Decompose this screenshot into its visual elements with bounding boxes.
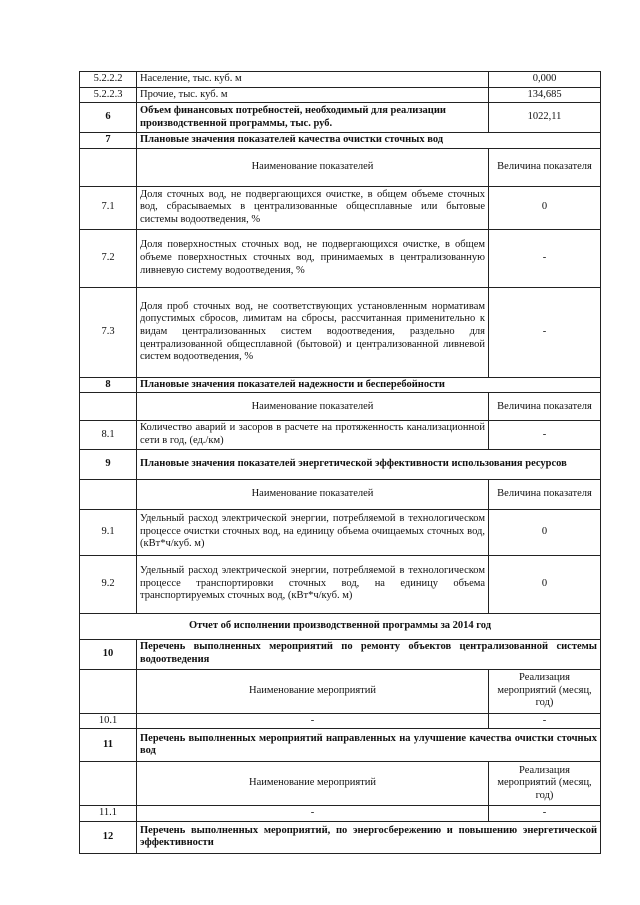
- section-7-header: [80, 133, 601, 149]
- table-row: [80, 287, 601, 377]
- section-title: Плановые значения показателей надежности и бесперебойности: [137, 377, 601, 393]
- column-header-row: [80, 479, 601, 509]
- table-row: [80, 509, 601, 555]
- column-header-row: [80, 669, 601, 713]
- section-8-header: [80, 377, 601, 393]
- column-header-value: Величина показателя: [489, 393, 601, 421]
- column-header-name: Наименование показателей: [137, 479, 489, 509]
- section-6-row: [80, 103, 601, 133]
- section-number: 12: [80, 821, 137, 853]
- section-number: 10: [80, 639, 137, 669]
- column-header-name: Наименование мероприятий: [137, 669, 489, 713]
- row-number: 9.2: [80, 555, 137, 613]
- section-9-header: [80, 449, 601, 479]
- row-name: -: [137, 713, 489, 729]
- row-value: -: [489, 229, 601, 287]
- column-header-value: Реализация мероприятий (месяц, год): [489, 762, 601, 806]
- row-value: 0: [489, 186, 601, 229]
- table-row: [80, 806, 601, 822]
- section-title: Перечень выполненных мероприятий по ремонту объектов централизованной системы водоотведения: [137, 639, 601, 669]
- row-name: Количество аварий и засоров в расчете на протяженность канализационной сети в год, (ед./км): [137, 421, 489, 449]
- row-value: 0: [489, 509, 601, 555]
- section-title: Перечень выполненных мероприятий направленных на улучшение качества очистки сточных вод: [137, 729, 601, 762]
- row-number: 11.1: [80, 806, 137, 822]
- column-header-row: [80, 762, 601, 806]
- row-value: -: [489, 421, 601, 449]
- table-row: [80, 87, 601, 103]
- section-10-header: [80, 639, 601, 669]
- row-value: 134,685: [489, 87, 601, 103]
- row-name: Население, тыс. куб. м: [137, 72, 489, 88]
- column-header-value: Величина показателя: [489, 479, 601, 509]
- section-title: Объем финансовых потребностей, необходимый для реализации производственной программы, тыс. руб.: [137, 103, 489, 133]
- section-12-header: [80, 821, 601, 853]
- row-number: 7.2: [80, 229, 137, 287]
- section-11-header: [80, 729, 601, 762]
- section-title: Плановые значения показателей энергетической эффективности использования ресурсов: [137, 449, 601, 479]
- report-title-row: [80, 613, 601, 639]
- row-value: -: [489, 713, 601, 729]
- table-row: [80, 555, 601, 613]
- column-header-value: Величина показателя: [489, 148, 601, 186]
- column-header-row: [80, 148, 601, 186]
- table-row: [80, 421, 601, 449]
- column-header-name: Наименование показателей: [137, 393, 489, 421]
- row-name: Доля поверхностных сточных вод, не подвергающихся очистке, в общем объеме поверхностных сточных вод, принимаемых в централизованную ливневую систему водоотведения, %: [137, 229, 489, 287]
- row-name: Прочие, тыс. куб. м: [137, 87, 489, 103]
- row-number: 7.1: [80, 186, 137, 229]
- table-row: [80, 186, 601, 229]
- row-value: 0,000: [489, 72, 601, 88]
- row-name: Доля проб сточных вод, не соответствующих установленным нормативам допустимых сбросов, лимитам на сбросы, рассчитанная применительно к видам централизованных систем водоотведения, раздельно для централизованной общесплавной (бытовой) и централизованной ливневой систем водоотведения, %: [137, 287, 489, 377]
- report-title: Отчет об исполнении производственной программы за 2014 год: [80, 613, 601, 639]
- section-number: 6: [80, 103, 137, 133]
- row-value: -: [489, 287, 601, 377]
- table-row: [80, 72, 601, 88]
- row-value: 0: [489, 555, 601, 613]
- row-number: 7.3: [80, 287, 137, 377]
- section-number: 9: [80, 449, 137, 479]
- document-page: [79, 71, 600, 854]
- column-header-value: Реализация мероприятий (месяц, год): [489, 669, 601, 713]
- row-number: 5.2.2.3: [80, 87, 137, 103]
- section-title: Перечень выполненных мероприятий, по энергосбережению и повышению энергетической эффективности: [137, 821, 601, 853]
- row-name: Удельный расход электрической энергии, потребляемой в технологическом процессе транспортировки сточных вод, на единицу объема транспортируемых сточных вод, (кВт*ч/куб. м): [137, 555, 489, 613]
- column-header-name: Наименование показателей: [137, 148, 489, 186]
- row-number: 9.1: [80, 509, 137, 555]
- column-header-row: [80, 393, 601, 421]
- section-number: 11: [80, 729, 137, 762]
- section-value: 1022,11: [489, 103, 601, 133]
- section-number: 7: [80, 133, 137, 149]
- table-row: [80, 713, 601, 729]
- section-number: 8: [80, 377, 137, 393]
- row-name: -: [137, 806, 489, 822]
- row-number: 10.1: [80, 713, 137, 729]
- row-number: 8.1: [80, 421, 137, 449]
- row-value: -: [489, 806, 601, 822]
- row-name: Удельный расход электрической энергии, потребляемой в технологическом процессе очистки сточных вод, на единицу объема очищаемых сточных вод, (кВт*ч/куб. м): [137, 509, 489, 555]
- row-number: 5.2.2.2: [80, 72, 137, 88]
- table-row: [80, 229, 601, 287]
- program-table: [79, 71, 601, 854]
- column-header-name: Наименование мероприятий: [137, 762, 489, 806]
- row-name: Доля сточных вод, не подвергающихся очистке, в общем объеме сточных вод, сбрасываемых в централизованные общесплавные или бытовые системы водоотведения, %: [137, 186, 489, 229]
- section-title: Плановые значения показателей качества очистки сточных вод: [137, 133, 601, 149]
